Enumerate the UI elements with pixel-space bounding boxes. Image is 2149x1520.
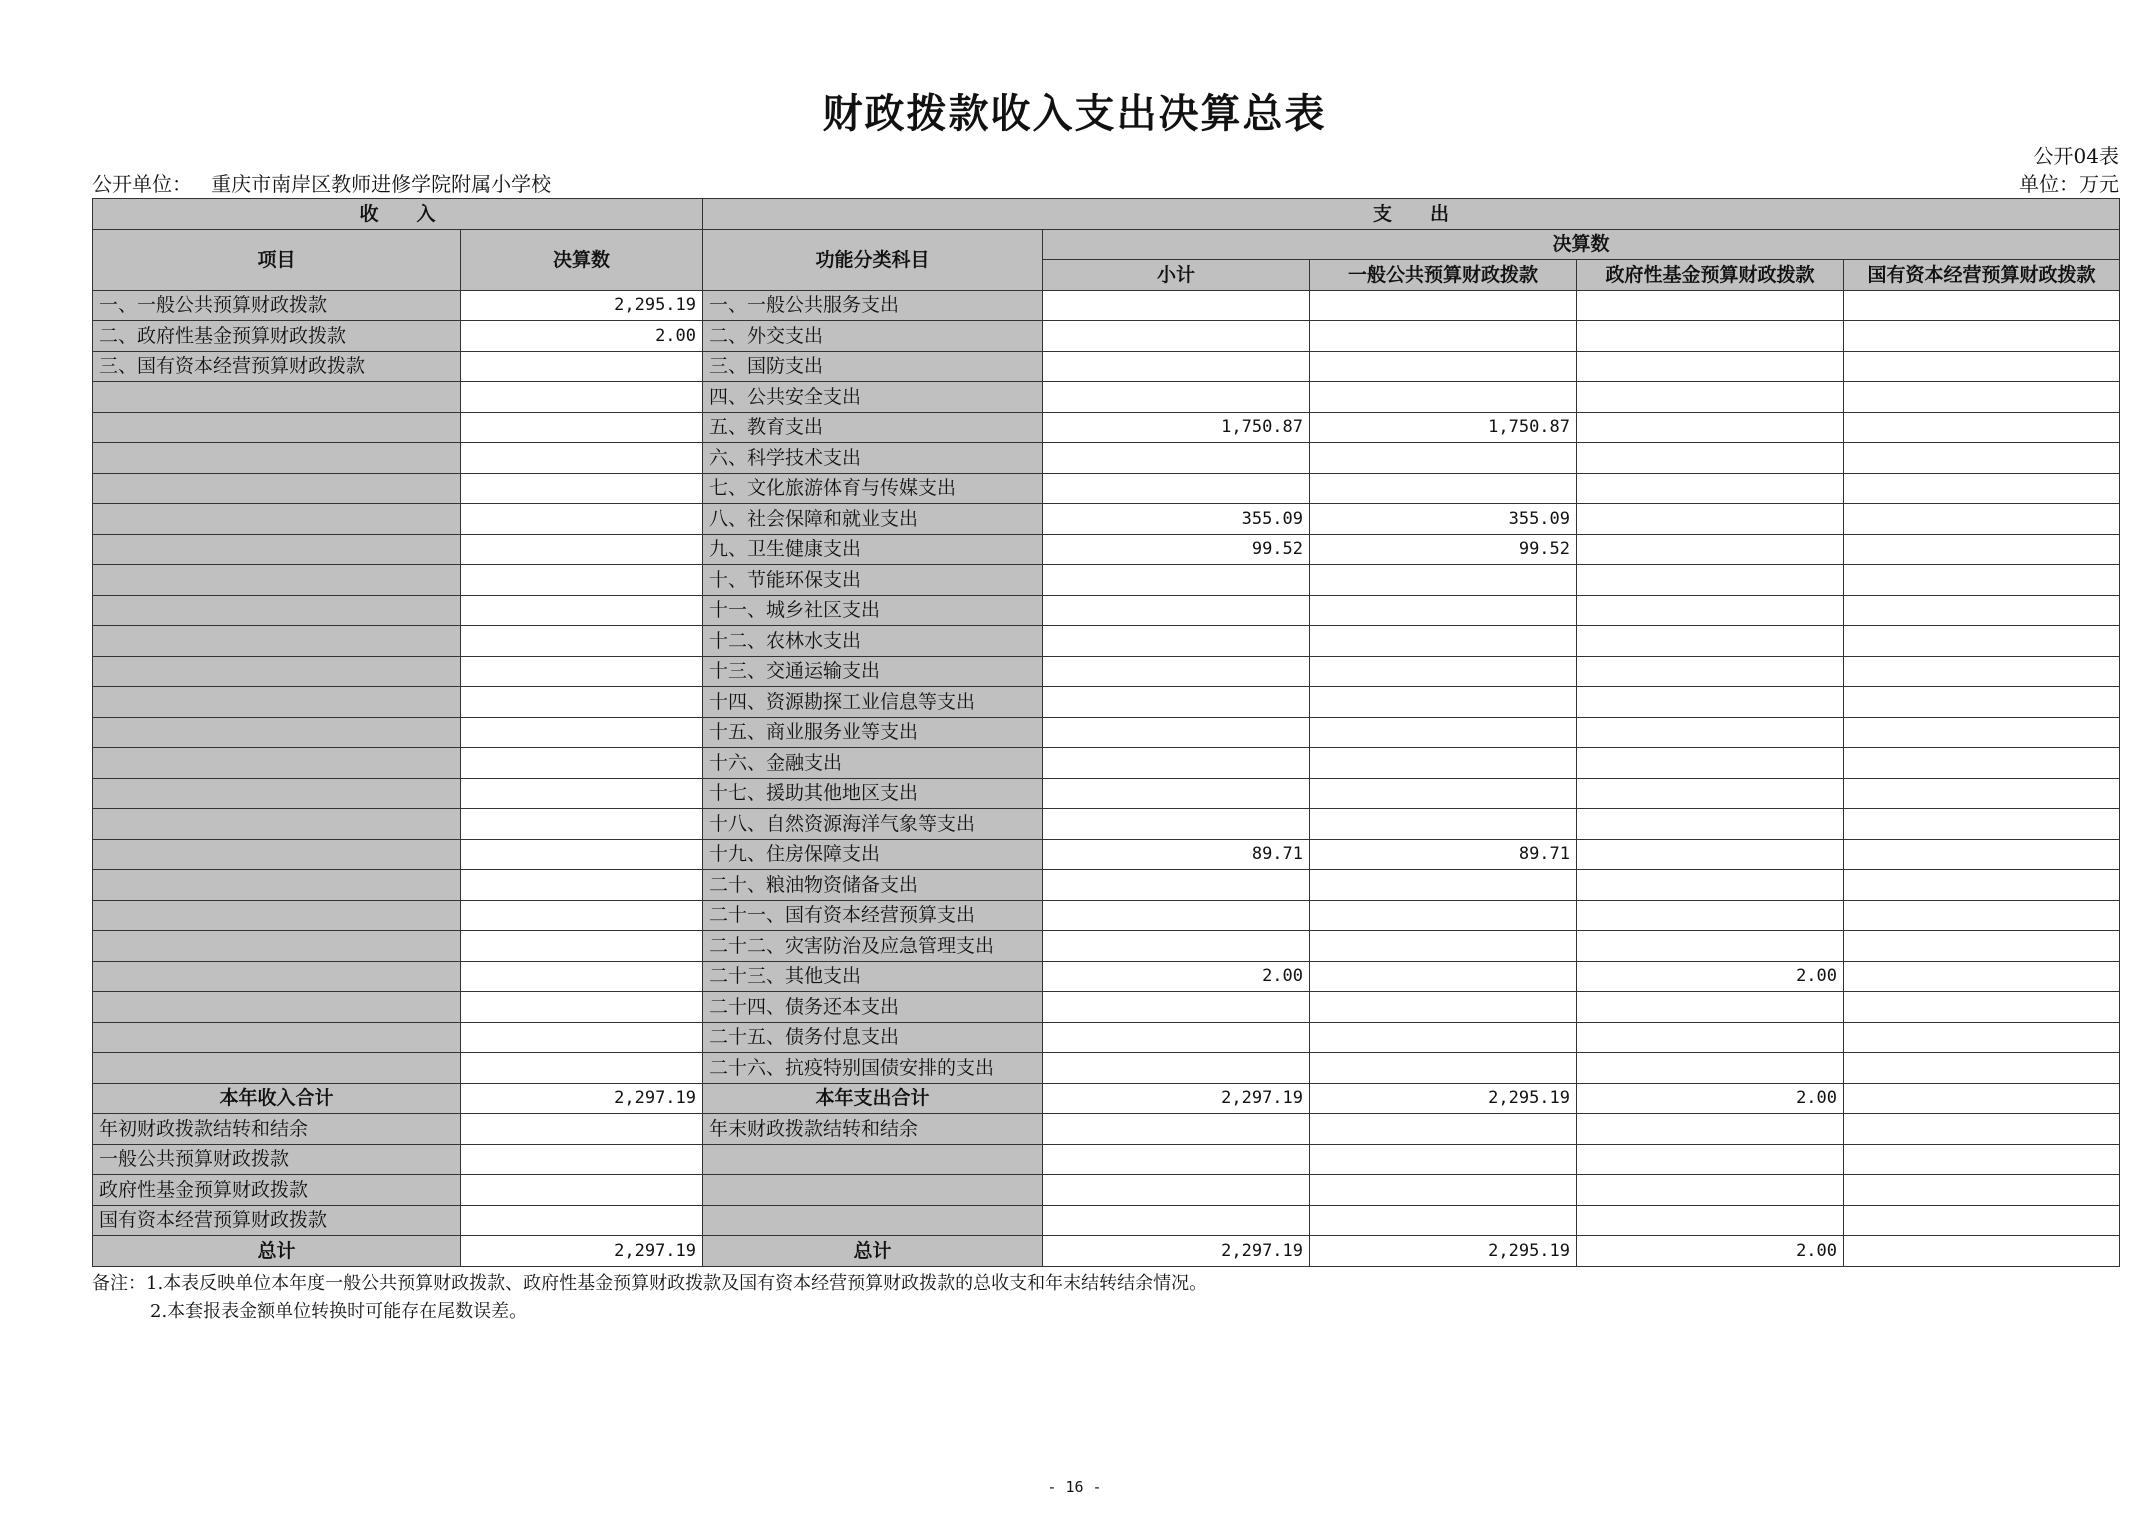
expense-subtotal: 2.00 xyxy=(1043,961,1310,992)
expense-subtotal xyxy=(1043,656,1310,687)
table-row xyxy=(93,534,2120,565)
grand-total-capital xyxy=(1844,1236,2120,1267)
currency-unit: 单位：万元 xyxy=(2019,172,2119,196)
expense-general-budget: 99.52 xyxy=(1310,534,1577,565)
income-item xyxy=(93,1053,461,1084)
income-amount xyxy=(461,1053,703,1084)
expense-general-budget xyxy=(1310,1175,1577,1206)
income-item xyxy=(93,443,461,474)
table-row xyxy=(93,1205,2120,1236)
income-amount: 2,295.19 xyxy=(461,290,703,321)
expense-subtotal xyxy=(1043,1205,1310,1236)
expense-state-capital xyxy=(1844,1144,2120,1175)
grand-income-total-label: 总计 xyxy=(93,1236,461,1267)
table-row xyxy=(93,992,2120,1023)
expense-gov-fund: 2.00 xyxy=(1577,961,1844,992)
table-body xyxy=(93,290,2120,1083)
state-capital-header: 国有资本经营预算财政拨款 xyxy=(1844,260,2120,291)
expense-general-budget xyxy=(1310,778,1577,809)
income-amount xyxy=(461,1114,703,1145)
expense-final-header: 决算数 xyxy=(1043,229,2120,260)
expense-state-capital xyxy=(1844,778,2120,809)
expense-state-capital xyxy=(1844,504,2120,535)
expense-item: 二十、粮油物资储备支出 xyxy=(703,870,1043,901)
income-amount xyxy=(461,961,703,992)
expense-general-budget xyxy=(1310,900,1577,931)
expense-gov-fund xyxy=(1577,839,1844,870)
table-row xyxy=(93,443,2120,474)
expense-subtotal xyxy=(1043,565,1310,596)
expense-state-capital xyxy=(1844,748,2120,779)
table-row xyxy=(93,778,2120,809)
expense-state-capital xyxy=(1844,473,2120,504)
income-item: 一般公共预算财政拨款 xyxy=(93,1144,461,1175)
income-amount xyxy=(461,1144,703,1175)
income-amount xyxy=(461,1175,703,1206)
table-row xyxy=(93,900,2120,931)
income-amount xyxy=(461,473,703,504)
expense-gov-fund xyxy=(1577,290,1844,321)
expense-item: 八、社会保障和就业支出 xyxy=(703,504,1043,535)
expense-subtotal: 89.71 xyxy=(1043,839,1310,870)
expense-state-capital xyxy=(1844,839,2120,870)
expense-state-capital xyxy=(1844,351,2120,382)
expense-subtotal: 1,750.87 xyxy=(1043,412,1310,443)
expense-general-budget xyxy=(1310,1144,1577,1175)
expense-item: 四、公共安全支出 xyxy=(703,382,1043,413)
table-row xyxy=(93,870,2120,901)
income-item xyxy=(93,473,461,504)
expense-gov-fund xyxy=(1577,321,1844,352)
expense-gov-fund xyxy=(1577,534,1844,565)
expense-state-capital xyxy=(1844,931,2120,962)
expense-state-capital xyxy=(1844,534,2120,565)
expense-item: 五、教育支出 xyxy=(703,412,1043,443)
expense-general-budget xyxy=(1310,809,1577,840)
expense-state-capital xyxy=(1844,900,2120,931)
expense-subtotal xyxy=(1043,1053,1310,1084)
expense-gov-fund xyxy=(1577,1175,1844,1206)
expense-item: 十八、自然资源海洋气象等支出 xyxy=(703,809,1043,840)
income-amount xyxy=(461,931,703,962)
income-item xyxy=(93,900,461,931)
income-header: 收 入 xyxy=(93,199,703,230)
expense-gov-fund xyxy=(1577,1114,1844,1145)
income-amount xyxy=(461,382,703,413)
note-2: 2.本套报表金额单位转换时可能存在尾数误差。 xyxy=(150,1301,528,1322)
expense-gov-fund xyxy=(1577,595,1844,626)
expense-item: 十一、城乡社区支出 xyxy=(703,595,1043,626)
income-item xyxy=(93,839,461,870)
expense-item: 二、外交支出 xyxy=(703,321,1043,352)
expense-state-capital xyxy=(1844,870,2120,901)
expense-subtotal xyxy=(1043,870,1310,901)
table-row xyxy=(93,748,2120,779)
expense-subtotal xyxy=(1043,473,1310,504)
expense-subtotal xyxy=(1043,687,1310,718)
table-row xyxy=(93,1114,2120,1145)
expense-general-budget: 1,750.87 xyxy=(1310,412,1577,443)
page-number: - 16 - xyxy=(1047,1478,1102,1496)
table-row xyxy=(93,626,2120,657)
expense-subtotal xyxy=(1043,321,1310,352)
expense-item: 十七、援助其他地区支出 xyxy=(703,778,1043,809)
expense-state-capital xyxy=(1844,992,2120,1023)
expense-general-budget xyxy=(1310,351,1577,382)
expense-state-capital xyxy=(1844,443,2120,474)
final-amount-header: 决算数 xyxy=(461,229,703,290)
expense-subtotal xyxy=(1043,900,1310,931)
expense-item: 十三、交通运输支出 xyxy=(703,656,1043,687)
year-total-row xyxy=(93,1083,2120,1114)
income-amount xyxy=(461,626,703,657)
reporting-unit-label: 公开单位： xyxy=(92,172,192,196)
expense-subtotal: 355.09 xyxy=(1043,504,1310,535)
table-row xyxy=(93,717,2120,748)
expense-state-capital xyxy=(1844,961,2120,992)
income-item xyxy=(93,717,461,748)
header-row-2 xyxy=(93,229,2120,260)
expense-gov-fund xyxy=(1577,931,1844,962)
income-item xyxy=(93,870,461,901)
year-total-capital xyxy=(1844,1083,2120,1114)
expense-subtotal xyxy=(1043,1114,1310,1145)
table-row xyxy=(93,809,2120,840)
table-row xyxy=(93,504,2120,535)
grand-expense-total-label: 总计 xyxy=(703,1236,1043,1267)
income-item xyxy=(93,931,461,962)
income-item xyxy=(93,778,461,809)
subtotal-header: 小计 xyxy=(1043,260,1310,291)
table-row xyxy=(93,656,2120,687)
income-amount xyxy=(461,839,703,870)
expense-item: 二十五、债务付息支出 xyxy=(703,1022,1043,1053)
year-income-total-amount: 2,297.19 xyxy=(461,1083,703,1114)
expense-general-budget xyxy=(1310,626,1577,657)
expense-state-capital xyxy=(1844,1053,2120,1084)
table-row xyxy=(93,931,2120,962)
table-row xyxy=(93,290,2120,321)
expense-subtotal xyxy=(1043,717,1310,748)
reporting-unit xyxy=(92,168,551,197)
expense-subtotal xyxy=(1043,626,1310,657)
header-row-1 xyxy=(93,199,2120,230)
expense-item: 九、卫生健康支出 xyxy=(703,534,1043,565)
expense-gov-fund xyxy=(1577,504,1844,535)
table-row xyxy=(93,351,2120,382)
income-amount xyxy=(461,1022,703,1053)
expense-state-capital xyxy=(1844,565,2120,596)
expense-general-budget xyxy=(1310,992,1577,1023)
expense-general-budget xyxy=(1310,931,1577,962)
table-row xyxy=(93,321,2120,352)
expense-item: 二十六、抗疫特别国债安排的支出 xyxy=(703,1053,1043,1084)
expense-gov-fund xyxy=(1577,717,1844,748)
carryover-section xyxy=(93,1114,2120,1236)
income-amount xyxy=(461,687,703,718)
income-amount xyxy=(461,565,703,596)
table-row xyxy=(93,382,2120,413)
expense-state-capital xyxy=(1844,656,2120,687)
reporting-unit-name: 重庆市南岸区教师进修学院附属小学校 xyxy=(211,172,552,196)
expense-state-capital xyxy=(1844,1114,2120,1145)
expense-general-budget xyxy=(1310,748,1577,779)
expense-general-budget xyxy=(1310,1022,1577,1053)
expense-general-budget xyxy=(1310,656,1577,687)
expense-state-capital xyxy=(1844,321,2120,352)
page-title: 财政拨款收入支出决算总表 xyxy=(822,91,1327,137)
expense-subtotal xyxy=(1043,290,1310,321)
expense-state-capital xyxy=(1844,687,2120,718)
income-item xyxy=(93,748,461,779)
income-amount xyxy=(461,870,703,901)
expense-general-budget xyxy=(1310,1053,1577,1084)
general-budget-header: 一般公共预算财政拨款 xyxy=(1310,260,1577,291)
expense-general-budget xyxy=(1310,1205,1577,1236)
table-row xyxy=(93,687,2120,718)
expense-header: 支 出 xyxy=(703,199,2120,230)
expense-item: 二十四、债务还本支出 xyxy=(703,992,1043,1023)
expense-item: 十二、农林水支出 xyxy=(703,626,1043,657)
year-income-total-label: 本年收入合计 xyxy=(93,1083,461,1114)
table-row xyxy=(93,961,2120,992)
expense-general-budget xyxy=(1310,595,1577,626)
expense-subtotal xyxy=(1043,1022,1310,1053)
income-amount xyxy=(461,351,703,382)
table-row xyxy=(93,1022,2120,1053)
expense-subtotal xyxy=(1043,748,1310,779)
table-row xyxy=(93,412,2120,443)
income-amount xyxy=(461,900,703,931)
income-item xyxy=(93,1022,461,1053)
expense-gov-fund xyxy=(1577,687,1844,718)
expense-subtotal xyxy=(1043,931,1310,962)
expense-gov-fund xyxy=(1577,473,1844,504)
expense-general-budget xyxy=(1310,961,1577,992)
year-total-fund: 2.00 xyxy=(1577,1083,1844,1114)
expense-state-capital xyxy=(1844,290,2120,321)
income-item xyxy=(93,656,461,687)
income-item xyxy=(93,595,461,626)
expense-subtotal xyxy=(1043,809,1310,840)
expense-item: 二十一、国有资本经营预算支出 xyxy=(703,900,1043,931)
table-row xyxy=(93,1144,2120,1175)
year-total-subtotal: 2,297.19 xyxy=(1043,1083,1310,1114)
table-row xyxy=(93,473,2120,504)
expense-subtotal xyxy=(1043,443,1310,474)
expense-subtotal xyxy=(1043,1175,1310,1206)
grand-total-subtotal: 2,297.19 xyxy=(1043,1236,1310,1267)
expense-item: 一、一般公共服务支出 xyxy=(703,290,1043,321)
income-item xyxy=(93,504,461,535)
table-row xyxy=(93,1175,2120,1206)
income-amount xyxy=(461,992,703,1023)
expense-gov-fund xyxy=(1577,351,1844,382)
income-amount xyxy=(461,717,703,748)
expense-gov-fund xyxy=(1577,626,1844,657)
expense-state-capital xyxy=(1844,412,2120,443)
income-item: 二、政府性基金预算财政拨款 xyxy=(93,321,461,352)
expense-item xyxy=(703,1144,1043,1175)
table-row xyxy=(93,565,2120,596)
expense-gov-fund xyxy=(1577,748,1844,779)
expense-item: 十九、住房保障支出 xyxy=(703,839,1043,870)
expense-general-budget xyxy=(1310,290,1577,321)
expense-subtotal xyxy=(1043,992,1310,1023)
income-item: 国有资本经营预算财政拨款 xyxy=(93,1205,461,1236)
year-expense-total-label: 本年支出合计 xyxy=(703,1083,1043,1114)
income-amount xyxy=(461,1205,703,1236)
expense-gov-fund xyxy=(1577,870,1844,901)
grand-total-section xyxy=(93,1236,2120,1267)
expense-gov-fund xyxy=(1577,443,1844,474)
income-amount xyxy=(461,443,703,474)
income-amount xyxy=(461,534,703,565)
expense-state-capital xyxy=(1844,809,2120,840)
grand-total-fund: 2.00 xyxy=(1577,1236,1844,1267)
note-1: 备注：1.本表反映单位本年度一般公共预算财政拨款、政府性基金预算财政拨款及国有资本经营预算财政拨款的总收支和年末结转结余情况。 xyxy=(92,1273,1208,1294)
expense-gov-fund xyxy=(1577,900,1844,931)
income-amount xyxy=(461,809,703,840)
expense-gov-fund xyxy=(1577,1053,1844,1084)
expense-general-budget xyxy=(1310,382,1577,413)
expense-subtotal: 99.52 xyxy=(1043,534,1310,565)
expense-general-budget xyxy=(1310,473,1577,504)
expense-general-budget xyxy=(1310,687,1577,718)
income-amount: 2.00 xyxy=(461,321,703,352)
expense-subtotal xyxy=(1043,595,1310,626)
income-item xyxy=(93,687,461,718)
notes xyxy=(92,1270,1207,1326)
year-total-section xyxy=(93,1083,2120,1114)
expense-item xyxy=(703,1175,1043,1206)
item-header: 项目 xyxy=(93,229,461,290)
income-item xyxy=(93,412,461,443)
expense-subtotal xyxy=(1043,778,1310,809)
expense-subtotal xyxy=(1043,351,1310,382)
expense-gov-fund xyxy=(1577,1205,1844,1236)
expense-gov-fund xyxy=(1577,382,1844,413)
expense-gov-fund xyxy=(1577,656,1844,687)
income-amount xyxy=(461,778,703,809)
expense-general-budget: 89.71 xyxy=(1310,839,1577,870)
income-item xyxy=(93,809,461,840)
income-item: 年初财政拨款结转和结余 xyxy=(93,1114,461,1145)
expense-item: 三、国防支出 xyxy=(703,351,1043,382)
income-amount xyxy=(461,504,703,535)
income-item xyxy=(93,534,461,565)
expense-state-capital xyxy=(1844,626,2120,657)
grand-income-total-amount: 2,297.19 xyxy=(461,1236,703,1267)
expense-general-budget xyxy=(1310,1114,1577,1145)
expense-state-capital xyxy=(1844,595,2120,626)
expense-general-budget xyxy=(1310,870,1577,901)
expense-state-capital xyxy=(1844,1022,2120,1053)
function-category-header: 功能分类科目 xyxy=(703,229,1043,290)
expense-general-budget xyxy=(1310,565,1577,596)
expense-item: 年末财政拨款结转和结余 xyxy=(703,1114,1043,1145)
expense-gov-fund xyxy=(1577,565,1844,596)
expense-item: 六、科学技术支出 xyxy=(703,443,1043,474)
grand-total-row xyxy=(93,1236,2120,1267)
expense-gov-fund xyxy=(1577,412,1844,443)
expense-general-budget: 355.09 xyxy=(1310,504,1577,535)
year-total-general: 2,295.19 xyxy=(1310,1083,1577,1114)
gov-fund-header: 政府性基金预算财政拨款 xyxy=(1577,260,1844,291)
expense-item: 十、节能环保支出 xyxy=(703,565,1043,596)
expense-general-budget xyxy=(1310,321,1577,352)
expense-gov-fund xyxy=(1577,1022,1844,1053)
form-number: 公开04表 xyxy=(2033,144,2119,168)
expense-state-capital xyxy=(1844,1205,2120,1236)
table-row xyxy=(93,595,2120,626)
budget-summary-table xyxy=(92,198,2120,1267)
grand-total-general: 2,295.19 xyxy=(1310,1236,1577,1267)
expense-item xyxy=(703,1205,1043,1236)
expense-general-budget xyxy=(1310,717,1577,748)
expense-item: 二十三、其他支出 xyxy=(703,961,1043,992)
expense-subtotal xyxy=(1043,382,1310,413)
income-item xyxy=(93,992,461,1023)
income-amount xyxy=(461,748,703,779)
expense-subtotal xyxy=(1043,1144,1310,1175)
expense-gov-fund xyxy=(1577,778,1844,809)
income-item xyxy=(93,626,461,657)
table-row xyxy=(93,1053,2120,1084)
income-item xyxy=(93,565,461,596)
income-item: 一、一般公共预算财政拨款 xyxy=(93,290,461,321)
expense-state-capital xyxy=(1844,717,2120,748)
expense-gov-fund xyxy=(1577,992,1844,1023)
expense-gov-fund xyxy=(1577,809,1844,840)
income-item xyxy=(93,382,461,413)
expense-item: 七、文化旅游体育与传媒支出 xyxy=(703,473,1043,504)
income-item: 三、国有资本经营预算财政拨款 xyxy=(93,351,461,382)
expense-item: 十六、金融支出 xyxy=(703,748,1043,779)
expense-general-budget xyxy=(1310,443,1577,474)
expense-gov-fund xyxy=(1577,1144,1844,1175)
expense-state-capital xyxy=(1844,382,2120,413)
income-amount xyxy=(461,412,703,443)
income-item xyxy=(93,961,461,992)
expense-item: 十四、资源勘探工业信息等支出 xyxy=(703,687,1043,718)
expense-state-capital xyxy=(1844,1175,2120,1206)
expense-item: 十五、商业服务业等支出 xyxy=(703,717,1043,748)
income-item: 政府性基金预算财政拨款 xyxy=(93,1175,461,1206)
income-amount xyxy=(461,656,703,687)
income-amount xyxy=(461,595,703,626)
table-row xyxy=(93,839,2120,870)
expense-item: 二十二、灾害防治及应急管理支出 xyxy=(703,931,1043,962)
